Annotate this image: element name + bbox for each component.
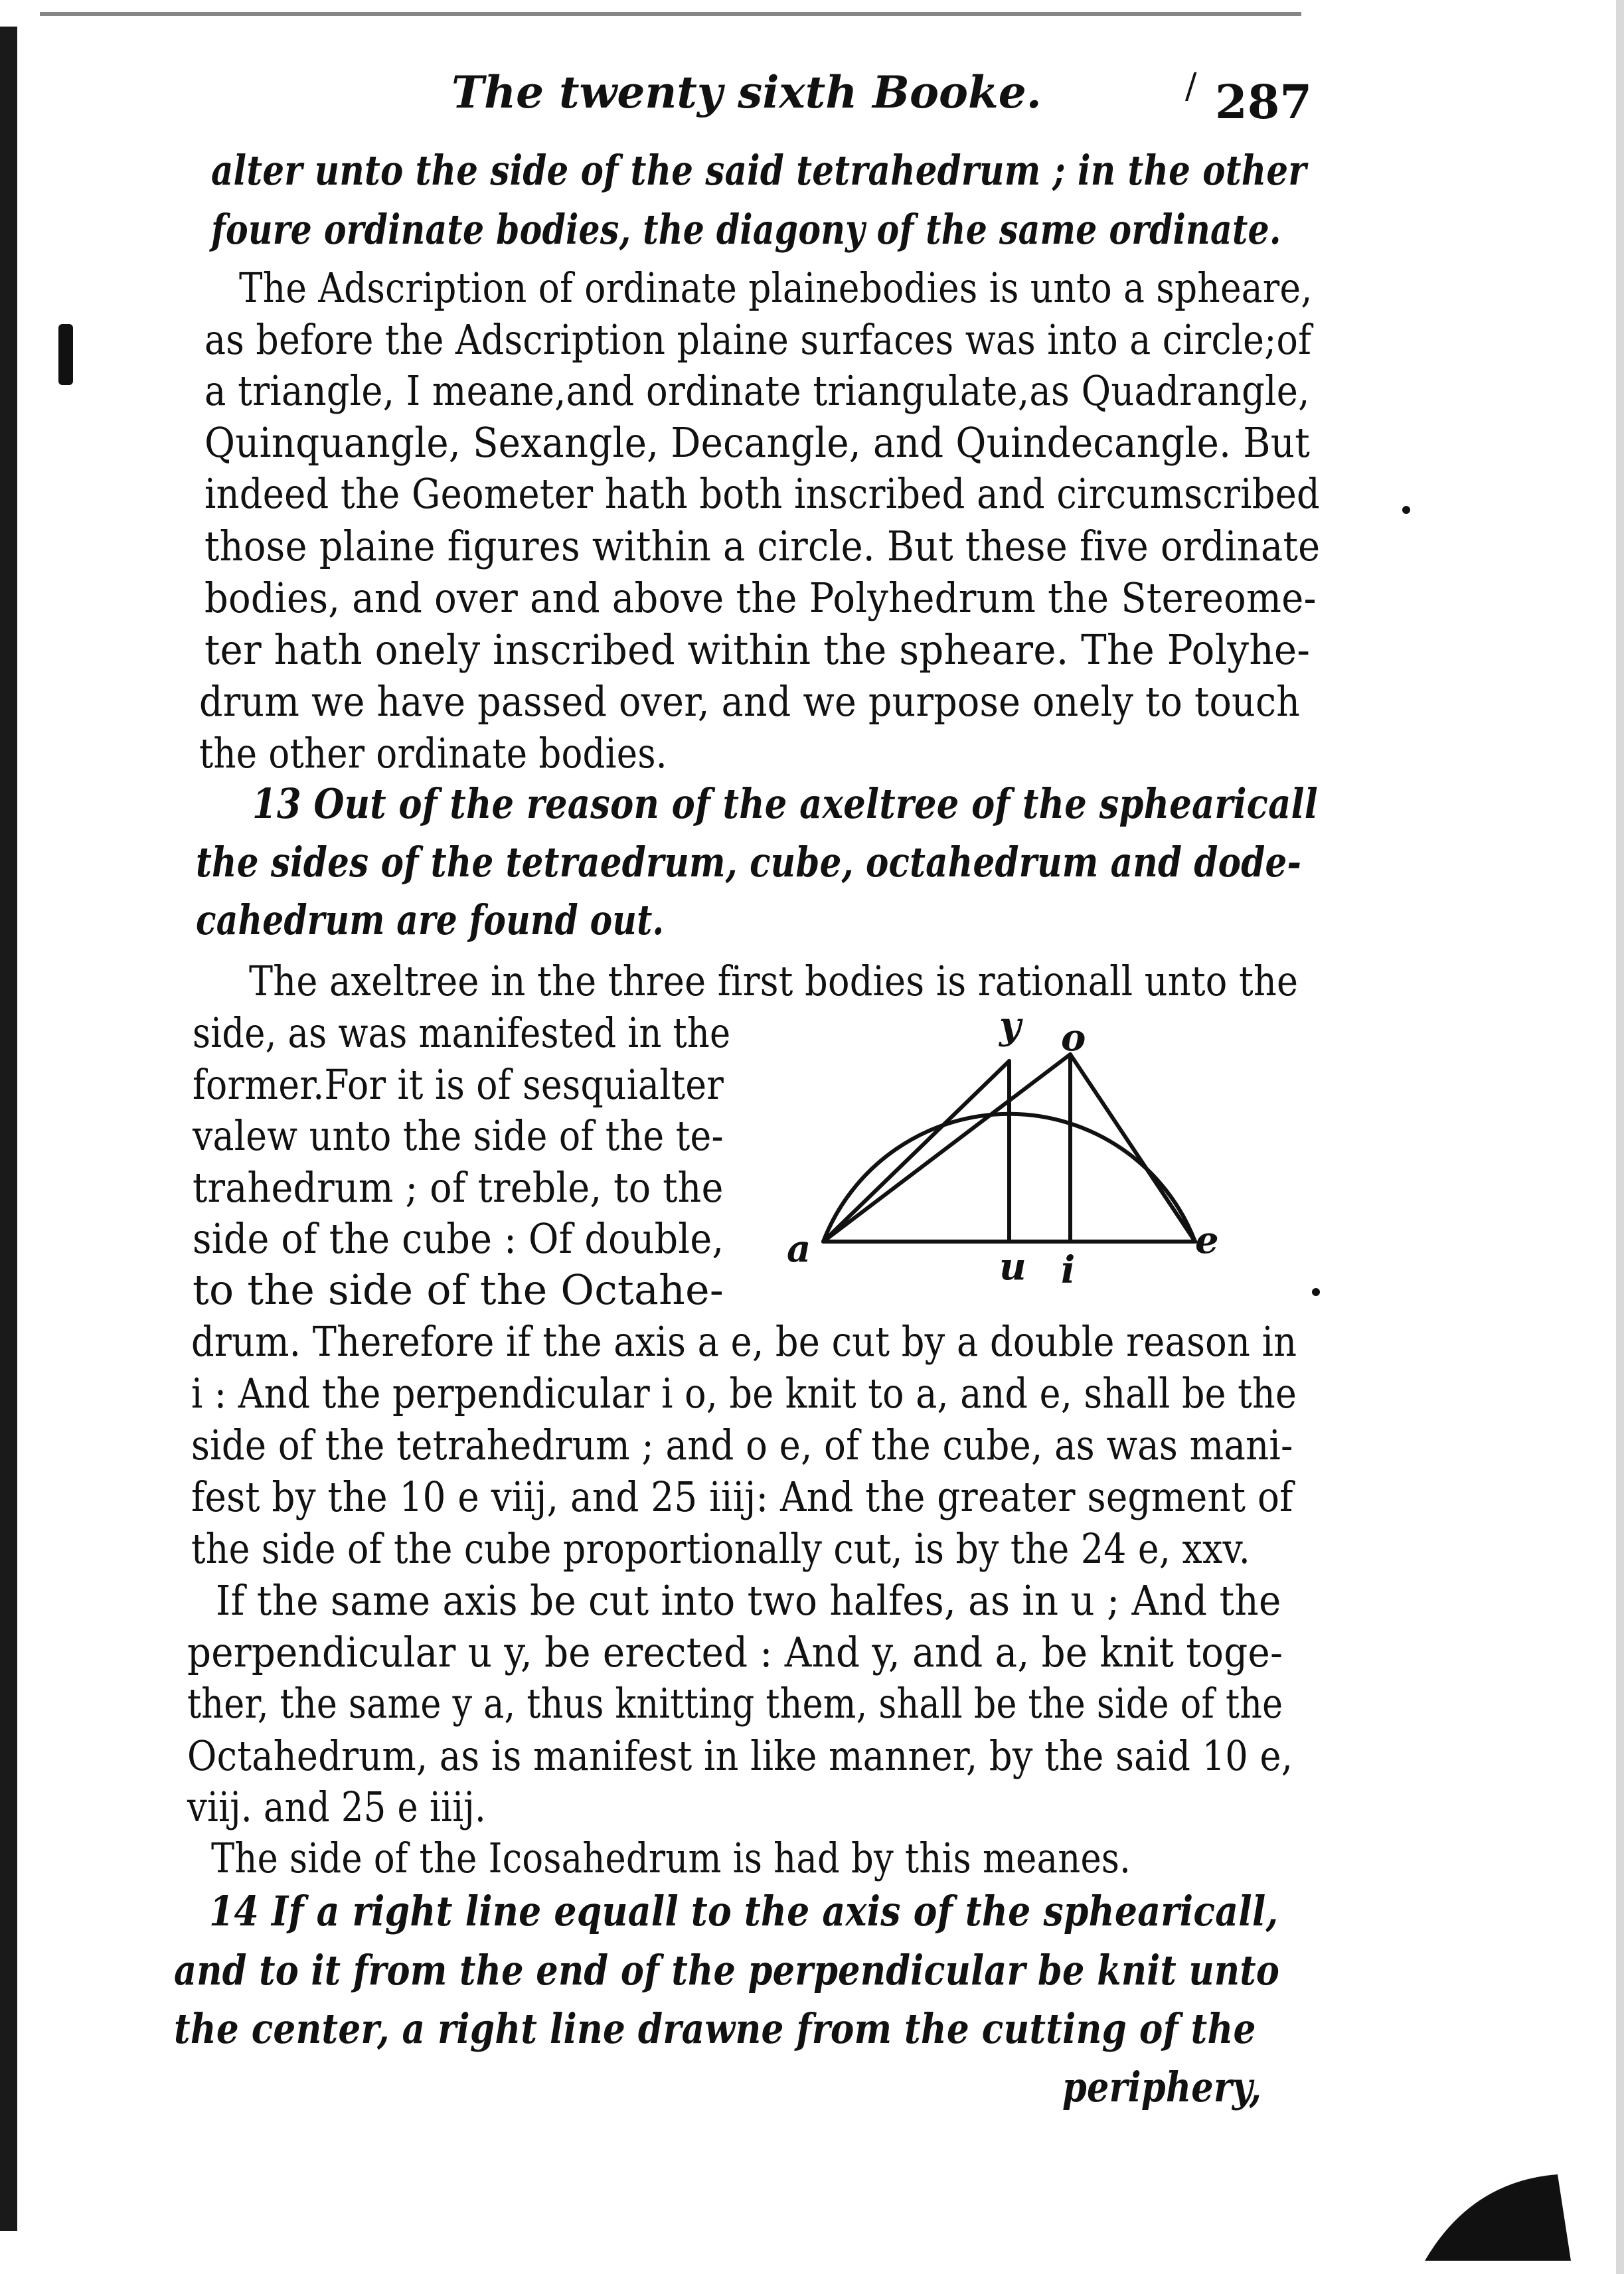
- text-line: fest by the 10 e viij, and 25 iiij: And the greater segment of: [191, 1473, 1293, 1521]
- running-title: The twenty sixth Booke.: [451, 66, 1042, 118]
- page-mark: /: [1185, 66, 1197, 106]
- label-y: y: [999, 1004, 1021, 1048]
- text-line: drum we have passed over, and we purpose onely to touch: [199, 677, 1301, 726]
- ink-dot: [1402, 506, 1410, 514]
- text-line: the side of the cube proportionally cut, is by the 24 e, xxv.: [191, 1524, 1251, 1573]
- text-line: ther, the same y a, thus knitting them, shall be the side of the: [187, 1679, 1283, 1728]
- line-oe: [1070, 1054, 1195, 1242]
- text-line: drum. Therefore if the axis a e, be cut by a double reason in: [191, 1317, 1297, 1366]
- page-number: 287: [1215, 74, 1313, 129]
- text-line: to the side of the Octahe-: [193, 1265, 724, 1314]
- label-u: u: [999, 1245, 1026, 1289]
- page-left-edge: [0, 27, 17, 2231]
- label-i: i: [1061, 1248, 1076, 1292]
- label-a: a: [787, 1227, 811, 1271]
- text-line: as before the Adscription plaine surfaces was into a circle;of: [204, 315, 1312, 364]
- label-e: e: [1195, 1218, 1219, 1262]
- section-heading: cahedrum are found out.: [196, 896, 665, 944]
- section-heading: the sides of the tetraedrum, cube, octahedrum and dode-: [196, 838, 1302, 886]
- section-heading: 14 If a right line equall to the axis of the sphearicall,: [209, 1887, 1279, 1935]
- text-line: perpendicular u y, be erected : And y, and a, be knit toge-: [187, 1628, 1283, 1676]
- page-top-edge: [40, 12, 1301, 16]
- line-ay: [823, 1061, 1009, 1242]
- text-line: side of the tetrahedrum ; and o e, of the cube, as was mani-: [191, 1421, 1293, 1469]
- text-line: i : And the perpendicular i o, be knit to a, and e, shall be the: [191, 1369, 1297, 1418]
- text-line: bodies, and over and above the Polyhedrum the Stereome-: [204, 574, 1317, 622]
- text-line: side, as was manifested in the: [193, 1009, 731, 1057]
- text-line: The Adscription of ordinate plainebodies is unto a spheare,: [239, 264, 1313, 312]
- page-right-edge: [1616, 0, 1624, 2274]
- label-o: o: [1061, 1016, 1086, 1060]
- text-line: Quinquangle, Sexangle, Decangle, and Quindecangle. But: [204, 418, 1311, 467]
- text-line: indeed the Geometer hath both inscribed and circumscribed: [204, 469, 1321, 518]
- text-line: the other ordinate bodies.: [199, 729, 667, 777]
- text-line: those plaine figures within a circle. But these five ordinate: [204, 522, 1321, 570]
- text-line: ter hath onely inscribed within the spheare. The Polyhe-: [204, 625, 1311, 674]
- section-heading: 13 Out of the reason of the axeltree of the sphearicall: [252, 779, 1319, 828]
- margin-mark: [58, 324, 73, 385]
- section-heading: the center, a right line drawne from the cutting of the: [174, 2004, 1256, 2053]
- section-heading: and to it from the end of the perpendicular be knit unto: [174, 1946, 1280, 1994]
- line-ao: [823, 1054, 1070, 1242]
- page-corner-shadow: [1425, 2161, 1571, 2261]
- ink-dot: [1312, 1288, 1320, 1296]
- text-line: If the same axis be cut into two halfes, as in u ; And the: [216, 1576, 1281, 1625]
- text-line: side of the cube : Of double,: [193, 1214, 724, 1263]
- text-line: Octahedrum, as is manifest in like manner, by the said 10 e,: [187, 1732, 1293, 1780]
- text-line: alter unto the side of the said tetrahedrum ; in the other: [211, 146, 1307, 195]
- text-line: trahedrum ; of treble, to the: [193, 1163, 724, 1212]
- text-line: viij. and 25 e iiij.: [187, 1783, 487, 1831]
- text-line: The side of the Icosahedrum is had by this meanes.: [211, 1834, 1131, 1882]
- text-line: foure ordinate bodies, the diagony of the same ordinate.: [211, 205, 1281, 254]
- text-line: valew unto the side of the te-: [193, 1111, 724, 1160]
- text-line: former.For it is of sesquialter: [193, 1060, 724, 1109]
- text-line: a triangle, I meane,and ordinate triangulate,as Quadrangle,: [204, 366, 1310, 415]
- text-line: The axeltree in the three first bodies is rationall unto the: [249, 957, 1299, 1005]
- catchword: periphery,: [1062, 2063, 1262, 2111]
